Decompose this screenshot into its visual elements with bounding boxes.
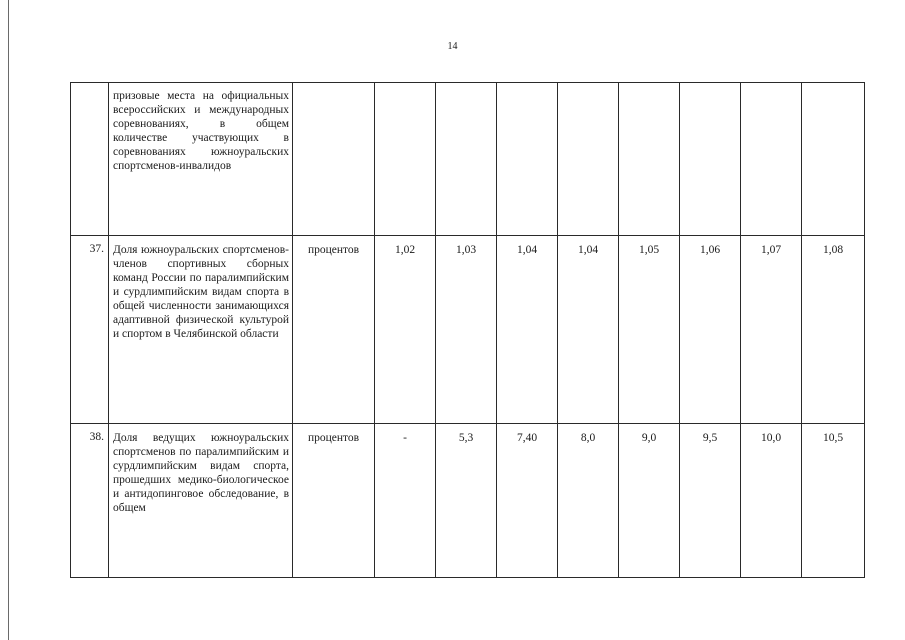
- value-cell: 9,5: [680, 424, 741, 578]
- value-cell: 1,07: [741, 236, 802, 424]
- row-number: [71, 83, 109, 236]
- value-cell: 9,0: [619, 424, 680, 578]
- page-number: 14: [447, 41, 458, 52]
- value-cell: [497, 83, 558, 236]
- value-cell: 1,03: [436, 236, 497, 424]
- value-cell: 10,5: [802, 424, 865, 578]
- value-cell: 1,06: [680, 236, 741, 424]
- value-cell: 5,3: [436, 424, 497, 578]
- indicator-name: [109, 424, 293, 578]
- value-cell: 1,08: [802, 236, 865, 424]
- indicator-name: [109, 236, 293, 424]
- indicator-description: Доля южноуральских спортсменов-членов спортивных сборных команд России по паралимпийским и сурдлимпийским видам спорта в общей численности занимающихся адаптивной физической культурой и спортом в Челябинской области: [113, 244, 289, 340]
- indicator-name: [109, 83, 293, 236]
- value-cell: [558, 83, 619, 236]
- scan-edge-line: [8, 0, 9, 640]
- row-number: 38.: [71, 424, 109, 578]
- table-row: [71, 424, 865, 578]
- unit-cell: процентов: [293, 424, 375, 578]
- value-cell: [619, 83, 680, 236]
- value-cell: [802, 83, 865, 236]
- value-cell: 10,0: [741, 424, 802, 578]
- value-cell: 1,04: [497, 236, 558, 424]
- value-cell: [375, 83, 436, 236]
- value-cell: 7,40: [497, 424, 558, 578]
- indicator-description: Доля ведущих южноуральских спортсменов по паралимпийским и сурдлимпийским видам спорта, прошедших медико-биологическое и антидопинговое обследование, в общем: [113, 432, 289, 514]
- value-cell: 1,05: [619, 236, 680, 424]
- row-number: 37.: [71, 236, 109, 424]
- value-cell: 8,0: [558, 424, 619, 578]
- indicator-description: призовые места на официальных всероссийских и международных соревнованиях, в общем количестве участвующих в соревнованиях южноуральских спортсменов-инвалидов: [113, 90, 289, 172]
- value-cell: [436, 83, 497, 236]
- table-row: [71, 83, 865, 236]
- value-cell: [741, 83, 802, 236]
- value-cell: [680, 83, 741, 236]
- unit-cell: [293, 83, 375, 236]
- indicators-table: [70, 82, 865, 578]
- table-row: [71, 236, 865, 424]
- value-cell: -: [375, 424, 436, 578]
- value-cell: 1,02: [375, 236, 436, 424]
- value-cell: 1,04: [558, 236, 619, 424]
- unit-cell: процентов: [293, 236, 375, 424]
